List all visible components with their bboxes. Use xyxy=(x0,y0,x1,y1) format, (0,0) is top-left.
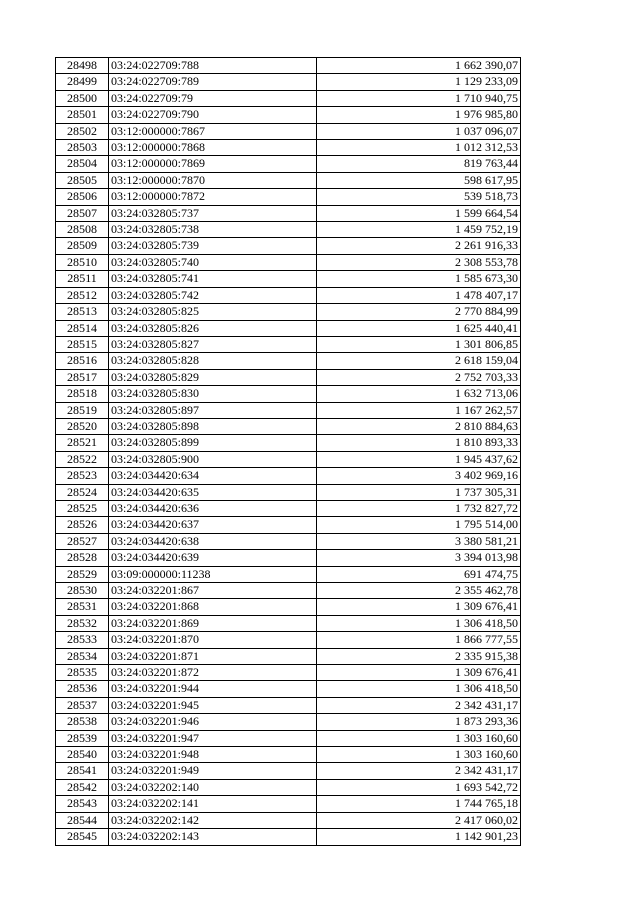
cadastral-number-cell: 03:24:032201:949 xyxy=(109,763,317,779)
table-row xyxy=(56,254,521,270)
row-number-cell: 28523 xyxy=(56,468,109,484)
cadastral-value-cell: 1 662 390,07 xyxy=(317,58,521,74)
cadastral-number-cell: 03:12:000000:7869 xyxy=(109,156,317,172)
table-row xyxy=(56,829,521,845)
cadastral-value-cell: 1 710 940,75 xyxy=(317,90,521,106)
table-row xyxy=(56,550,521,566)
row-number-cell: 28509 xyxy=(56,238,109,254)
table-row xyxy=(56,90,521,106)
table-row xyxy=(56,681,521,697)
cadastral-number-cell: 03:24:034420:636 xyxy=(109,500,317,516)
row-number-cell: 28544 xyxy=(56,812,109,828)
cadastral-number-cell: 03:24:022709:79 xyxy=(109,90,317,106)
table-row xyxy=(56,205,521,221)
cadastral-value-table xyxy=(55,57,521,846)
table-row xyxy=(56,484,521,500)
row-number-cell: 28522 xyxy=(56,451,109,467)
cadastral-value-cell: 1 625 440,41 xyxy=(317,320,521,336)
cadastral-number-cell: 03:24:032201:946 xyxy=(109,714,317,730)
row-number-cell: 28539 xyxy=(56,730,109,746)
cadastral-number-cell: 03:24:032805:900 xyxy=(109,451,317,467)
row-number-cell: 28543 xyxy=(56,796,109,812)
row-number-cell: 28530 xyxy=(56,583,109,599)
table-row xyxy=(56,418,521,434)
cadastral-number-cell: 03:24:032805:826 xyxy=(109,320,317,336)
row-number-cell: 28515 xyxy=(56,336,109,352)
table-row xyxy=(56,665,521,681)
row-number-cell: 28500 xyxy=(56,90,109,106)
cadastral-value-cell: 1 303 160,60 xyxy=(317,730,521,746)
cadastral-number-cell: 03:24:032201:948 xyxy=(109,747,317,763)
table-row xyxy=(56,140,521,156)
cadastral-value-cell: 2 335 915,38 xyxy=(317,648,521,664)
table-row xyxy=(56,566,521,582)
row-number-cell: 28502 xyxy=(56,123,109,139)
table-row xyxy=(56,533,521,549)
table-row xyxy=(56,58,521,74)
row-number-cell: 28525 xyxy=(56,500,109,516)
table-row xyxy=(56,238,521,254)
cadastral-number-cell: 03:24:032201:947 xyxy=(109,730,317,746)
row-number-cell: 28511 xyxy=(56,271,109,287)
table-row xyxy=(56,796,521,812)
cadastral-number-cell: 03:24:032805:830 xyxy=(109,386,317,402)
cadastral-number-cell: 03:24:032201:871 xyxy=(109,648,317,664)
cadastral-value-cell: 2 308 553,78 xyxy=(317,254,521,270)
cadastral-value-cell: 2 810 884,63 xyxy=(317,418,521,434)
cadastral-value-cell: 598 617,95 xyxy=(317,172,521,188)
row-number-cell: 28499 xyxy=(56,74,109,90)
row-number-cell: 28533 xyxy=(56,632,109,648)
row-number-cell: 28514 xyxy=(56,320,109,336)
table-row xyxy=(56,632,521,648)
table-row xyxy=(56,500,521,516)
cadastral-value-cell: 2 342 431,17 xyxy=(317,697,521,713)
table-row xyxy=(56,451,521,467)
row-number-cell: 28527 xyxy=(56,533,109,549)
cadastral-number-cell: 03:24:032202:140 xyxy=(109,779,317,795)
cadastral-number-cell: 03:24:032805:829 xyxy=(109,369,317,385)
row-number-cell: 28535 xyxy=(56,665,109,681)
row-number-cell: 28528 xyxy=(56,550,109,566)
cadastral-number-cell: 03:24:032201:869 xyxy=(109,615,317,631)
table-row xyxy=(56,779,521,795)
cadastral-number-cell: 03:24:034420:635 xyxy=(109,484,317,500)
table-row xyxy=(56,615,521,631)
cadastral-number-cell: 03:24:032202:143 xyxy=(109,829,317,845)
table-row xyxy=(56,648,521,664)
row-number-cell: 28541 xyxy=(56,763,109,779)
cadastral-value-cell: 2 417 060,02 xyxy=(317,812,521,828)
cadastral-value-cell: 1 810 893,33 xyxy=(317,435,521,451)
cadastral-number-cell: 03:24:032805:898 xyxy=(109,418,317,434)
cadastral-number-cell: 03:24:034420:634 xyxy=(109,468,317,484)
cadastral-number-cell: 03:24:032201:870 xyxy=(109,632,317,648)
cadastral-value-cell: 1 795 514,00 xyxy=(317,517,521,533)
cadastral-number-cell: 03:24:022709:789 xyxy=(109,74,317,90)
table-row xyxy=(56,730,521,746)
table-row xyxy=(56,74,521,90)
cadastral-value-cell: 1 873 293,36 xyxy=(317,714,521,730)
row-number-cell: 28510 xyxy=(56,254,109,270)
row-number-cell: 28519 xyxy=(56,402,109,418)
cadastral-value-cell: 1 459 752,19 xyxy=(317,222,521,238)
table-row xyxy=(56,320,521,336)
row-number-cell: 28517 xyxy=(56,369,109,385)
cadastral-number-cell: 03:24:032201:867 xyxy=(109,583,317,599)
cadastral-value-cell: 3 402 969,16 xyxy=(317,468,521,484)
cadastral-number-cell: 03:24:032805:899 xyxy=(109,435,317,451)
cadastral-number-cell: 03:12:000000:7870 xyxy=(109,172,317,188)
cadastral-value-cell: 1 732 827,72 xyxy=(317,500,521,516)
row-number-cell: 28501 xyxy=(56,107,109,123)
row-number-cell: 28505 xyxy=(56,172,109,188)
cadastral-number-cell: 03:24:034420:637 xyxy=(109,517,317,533)
table-row xyxy=(56,336,521,352)
table-row xyxy=(56,812,521,828)
table-row xyxy=(56,172,521,188)
table-row xyxy=(56,287,521,303)
table-row xyxy=(56,107,521,123)
table-row xyxy=(56,386,521,402)
cadastral-number-cell: 03:24:022709:788 xyxy=(109,58,317,74)
cadastral-value-cell: 539 518,73 xyxy=(317,189,521,205)
cadastral-value-cell: 2 752 703,33 xyxy=(317,369,521,385)
cadastral-number-cell: 03:24:034420:638 xyxy=(109,533,317,549)
cadastral-value-cell: 1 167 262,57 xyxy=(317,402,521,418)
row-number-cell: 28532 xyxy=(56,615,109,631)
cadastral-value-cell: 1 012 312,53 xyxy=(317,140,521,156)
cadastral-number-cell: 03:24:032805:897 xyxy=(109,402,317,418)
row-number-cell: 28526 xyxy=(56,517,109,533)
cadastral-number-cell: 03:12:000000:7867 xyxy=(109,123,317,139)
cadastral-value-cell: 1 301 806,85 xyxy=(317,336,521,352)
table-row xyxy=(56,747,521,763)
row-number-cell: 28540 xyxy=(56,747,109,763)
row-number-cell: 28534 xyxy=(56,648,109,664)
cadastral-value-cell: 819 763,44 xyxy=(317,156,521,172)
cadastral-value-cell: 1 585 673,30 xyxy=(317,271,521,287)
row-number-cell: 28498 xyxy=(56,58,109,74)
row-number-cell: 28507 xyxy=(56,205,109,221)
cadastral-value-cell: 1 737 305,31 xyxy=(317,484,521,500)
cadastral-value-cell: 2 261 916,33 xyxy=(317,238,521,254)
cadastral-number-cell: 03:24:032805:742 xyxy=(109,287,317,303)
cadastral-value-cell: 1 129 233,09 xyxy=(317,74,521,90)
row-number-cell: 28542 xyxy=(56,779,109,795)
row-number-cell: 28513 xyxy=(56,304,109,320)
table-row xyxy=(56,402,521,418)
cadastral-number-cell: 03:24:032805:740 xyxy=(109,254,317,270)
table-row xyxy=(56,517,521,533)
cadastral-value-cell: 1 945 437,62 xyxy=(317,451,521,467)
table-body xyxy=(56,58,521,846)
table-row xyxy=(56,435,521,451)
row-number-cell: 28503 xyxy=(56,140,109,156)
cadastral-value-cell: 3 380 581,21 xyxy=(317,533,521,549)
cadastral-value-cell: 2 355 462,78 xyxy=(317,583,521,599)
cadastral-value-cell: 1 303 160,60 xyxy=(317,747,521,763)
row-number-cell: 28518 xyxy=(56,386,109,402)
cadastral-value-cell: 1 599 664,54 xyxy=(317,205,521,221)
cadastral-number-cell: 03:24:032805:737 xyxy=(109,205,317,221)
row-number-cell: 28512 xyxy=(56,287,109,303)
cadastral-number-cell: 03:24:032201:872 xyxy=(109,665,317,681)
cadastral-number-cell: 03:24:032202:141 xyxy=(109,796,317,812)
table-row xyxy=(56,599,521,615)
cadastral-value-cell: 1 037 096,07 xyxy=(317,123,521,139)
table-row xyxy=(56,271,521,287)
cadastral-value-cell: 1 309 676,41 xyxy=(317,599,521,615)
cadastral-value-cell: 1 142 901,23 xyxy=(317,829,521,845)
cadastral-number-cell: 03:09:000000:11238 xyxy=(109,566,317,582)
cadastral-number-cell: 03:24:032201:868 xyxy=(109,599,317,615)
cadastral-number-cell: 03:24:032805:828 xyxy=(109,353,317,369)
cadastral-number-cell: 03:24:032201:944 xyxy=(109,681,317,697)
row-number-cell: 28520 xyxy=(56,418,109,434)
cadastral-number-cell: 03:12:000000:7868 xyxy=(109,140,317,156)
table-row xyxy=(56,468,521,484)
row-number-cell: 28521 xyxy=(56,435,109,451)
row-number-cell: 28524 xyxy=(56,484,109,500)
row-number-cell: 28538 xyxy=(56,714,109,730)
cadastral-number-cell: 03:24:032201:945 xyxy=(109,697,317,713)
cadastral-value-cell: 2 342 431,17 xyxy=(317,763,521,779)
cadastral-value-cell: 1 744 765,18 xyxy=(317,796,521,812)
cadastral-value-cell: 1 309 676,41 xyxy=(317,665,521,681)
table-row xyxy=(56,369,521,385)
table-row xyxy=(56,189,521,205)
cadastral-number-cell: 03:24:032202:142 xyxy=(109,812,317,828)
cadastral-number-cell: 03:12:000000:7872 xyxy=(109,189,317,205)
table-row xyxy=(56,156,521,172)
table-row xyxy=(56,353,521,369)
table-row xyxy=(56,583,521,599)
row-number-cell: 28516 xyxy=(56,353,109,369)
table-row xyxy=(56,763,521,779)
cadastral-value-cell: 1 976 985,80 xyxy=(317,107,521,123)
cadastral-value-cell: 2 770 884,99 xyxy=(317,304,521,320)
table-row xyxy=(56,697,521,713)
table-row xyxy=(56,123,521,139)
table-row xyxy=(56,714,521,730)
cadastral-number-cell: 03:24:022709:790 xyxy=(109,107,317,123)
cadastral-number-cell: 03:24:032805:827 xyxy=(109,336,317,352)
cadastral-value-cell: 3 394 013,98 xyxy=(317,550,521,566)
row-number-cell: 28536 xyxy=(56,681,109,697)
row-number-cell: 28529 xyxy=(56,566,109,582)
row-number-cell: 28508 xyxy=(56,222,109,238)
cadastral-value-cell: 2 618 159,04 xyxy=(317,353,521,369)
cadastral-value-cell: 1 478 407,17 xyxy=(317,287,521,303)
cadastral-value-cell: 1 693 542,72 xyxy=(317,779,521,795)
row-number-cell: 28506 xyxy=(56,189,109,205)
cadastral-number-cell: 03:24:034420:639 xyxy=(109,550,317,566)
cadastral-value-cell: 1 306 418,50 xyxy=(317,681,521,697)
table-row xyxy=(56,304,521,320)
row-number-cell: 28537 xyxy=(56,697,109,713)
cadastral-number-cell: 03:24:032805:739 xyxy=(109,238,317,254)
cadastral-number-cell: 03:24:032805:738 xyxy=(109,222,317,238)
cadastral-value-cell: 691 474,75 xyxy=(317,566,521,582)
row-number-cell: 28545 xyxy=(56,829,109,845)
cadastral-value-cell: 1 632 713,06 xyxy=(317,386,521,402)
cadastral-value-cell: 1 866 777,55 xyxy=(317,632,521,648)
cadastral-number-cell: 03:24:032805:741 xyxy=(109,271,317,287)
table-row xyxy=(56,222,521,238)
row-number-cell: 28504 xyxy=(56,156,109,172)
cadastral-number-cell: 03:24:032805:825 xyxy=(109,304,317,320)
cadastral-value-cell: 1 306 418,50 xyxy=(317,615,521,631)
row-number-cell: 28531 xyxy=(56,599,109,615)
